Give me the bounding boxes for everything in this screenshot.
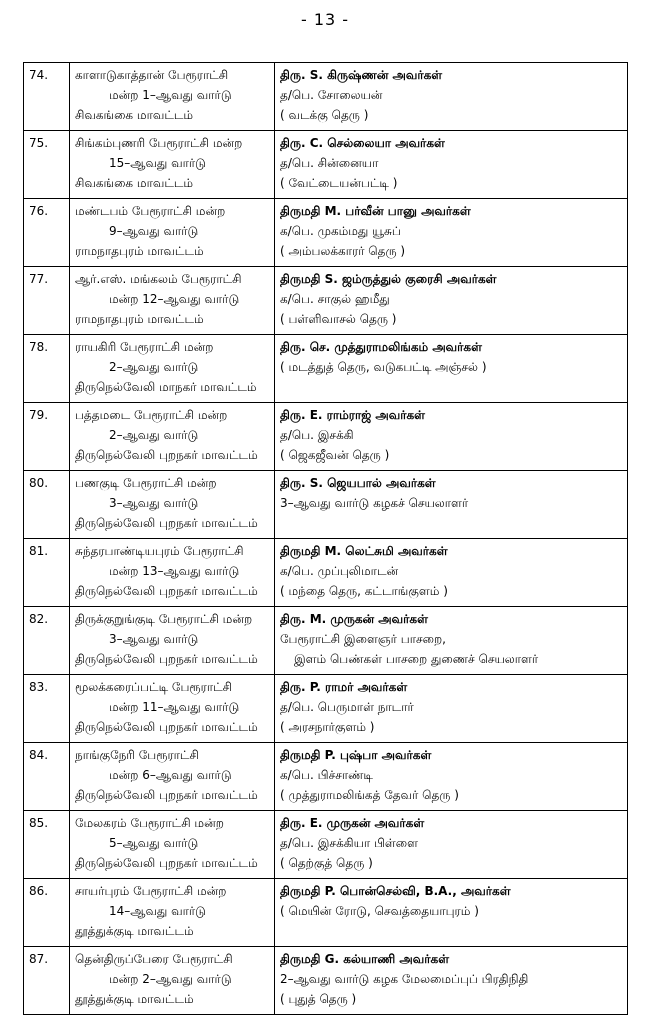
ward-location-cell bbox=[70, 335, 275, 403]
appointee-detail: த/பெ. சோலையன் bbox=[280, 88, 383, 102]
district: தூத்துக்குடி மாவட்டம் bbox=[75, 924, 194, 938]
appointee-cell bbox=[275, 879, 628, 947]
town-panchayat: சாயர்புரம் பேரூராட்சி மன்ற bbox=[75, 884, 227, 898]
appointee-cell bbox=[275, 471, 628, 539]
appointee-cell bbox=[275, 199, 628, 267]
town-panchayat: மண்டபம் பேரூராட்சி மன்ற bbox=[75, 204, 226, 218]
ward-location-cell bbox=[70, 403, 275, 471]
appointee-name: திரு. E. ராம்ராஜ் அவர்கள் bbox=[280, 408, 425, 422]
appointee-detail: ( அம்பலக்காரர் தெரு ) bbox=[280, 244, 406, 258]
ward-number: 15–ஆவது வார்டு bbox=[109, 156, 206, 170]
ward-number: 3–ஆவது வார்டு bbox=[109, 496, 199, 510]
serial-number: 81. bbox=[24, 539, 70, 607]
appointee-detail: த/பெ. இசக்கி bbox=[280, 428, 354, 442]
serial-number: 74. bbox=[24, 63, 70, 131]
appointee-detail: த/பெ. பெருமாள் நாடார் bbox=[280, 700, 414, 714]
serial-number: 85. bbox=[24, 811, 70, 879]
serial-number: 76. bbox=[24, 199, 70, 267]
ward-location-cell bbox=[70, 471, 275, 539]
serial-number: 86. bbox=[24, 879, 70, 947]
appointee-name: திரு. C. செல்லையா அவர்கள் bbox=[280, 136, 445, 150]
serial-number: 82. bbox=[24, 607, 70, 675]
appointments-table bbox=[23, 62, 628, 1015]
district: தூத்துக்குடி மாவட்டம் bbox=[75, 992, 194, 1006]
ward-number: மன்ற 12–ஆவது வார்டு bbox=[109, 292, 240, 306]
appointee-cell bbox=[275, 267, 628, 335]
district: சிவகங்கை மாவட்டம் bbox=[75, 108, 194, 122]
table-row bbox=[24, 335, 628, 403]
table-row bbox=[24, 811, 628, 879]
table-row bbox=[24, 471, 628, 539]
serial-number: 84. bbox=[24, 743, 70, 811]
appointee-name: திருமதி M. லெட்சுமி அவர்கள் bbox=[280, 544, 448, 558]
appointee-name: திருமதி P. புஷ்பா அவர்கள் bbox=[280, 748, 432, 762]
page-number: - 13 - bbox=[300, 10, 350, 29]
district: திருநெல்வேலி புறநகர் மாவட்டம் bbox=[75, 856, 258, 870]
ward-location-cell bbox=[70, 607, 275, 675]
table-row bbox=[24, 267, 628, 335]
appointee-cell bbox=[275, 947, 628, 1015]
table-row bbox=[24, 131, 628, 199]
ward-number: 2–ஆவது வார்டு bbox=[109, 428, 199, 442]
ward-number: 2–ஆவது வார்டு bbox=[109, 360, 199, 374]
district: திருநெல்வேலி புறநகர் மாவட்டம் bbox=[75, 788, 258, 802]
ward-number: 14–ஆவது வார்டு bbox=[109, 904, 206, 918]
appointee-detail: ( பள்ளிவாசல் தெரு ) bbox=[280, 312, 397, 326]
town-panchayat: மேலகரம் பேரூராட்சி மன்ற bbox=[75, 816, 224, 830]
appointee-cell bbox=[275, 743, 628, 811]
appointee-detail: ( ஜெகஜீவன் தெரு ) bbox=[280, 448, 390, 462]
appointee-detail: 3–ஆவது வார்டு கழகச் செயலாளர் bbox=[280, 496, 469, 510]
appointee-name: திருமதி S. ஜம்ருத்துல் குரைசி அவர்கள் bbox=[280, 272, 497, 286]
appointee-detail: ( அரசநார்குளம் ) bbox=[280, 720, 375, 734]
serial-number: 83. bbox=[24, 675, 70, 743]
ward-number: மன்ற 13–ஆவது வார்டு bbox=[109, 564, 240, 578]
appointee-detail: ( வடக்கு தெரு ) bbox=[280, 108, 369, 122]
district: திருநெல்வேலி புறநகர் மாவட்டம் bbox=[75, 516, 258, 530]
district: திருநெல்வேலி புறநகர் மாவட்டம் bbox=[75, 720, 258, 734]
town-panchayat: திருக்குறுங்குடி பேரூராட்சி மன்ற bbox=[75, 612, 253, 626]
table-row bbox=[24, 539, 628, 607]
appointee-detail: ( புதுத் தெரு ) bbox=[280, 992, 357, 1006]
ward-location-cell bbox=[70, 267, 275, 335]
district: திருநெல்வேலி புறநகர் மாவட்டம் bbox=[75, 652, 258, 666]
table-row bbox=[24, 947, 628, 1015]
appointee-cell bbox=[275, 811, 628, 879]
appointee-detail: க/பெ. முப்புலிமாடன் bbox=[280, 564, 399, 578]
appointee-name: திரு. P. ராமர் அவர்கள் bbox=[280, 680, 408, 694]
table-row bbox=[24, 743, 628, 811]
ward-location-cell bbox=[70, 539, 275, 607]
ward-location-cell bbox=[70, 199, 275, 267]
appointee-detail: க/பெ. சாகுல் ஹமீது bbox=[280, 292, 390, 306]
ward-location-cell bbox=[70, 879, 275, 947]
serial-number: 77. bbox=[24, 267, 70, 335]
table-row bbox=[24, 63, 628, 131]
serial-number: 87. bbox=[24, 947, 70, 1015]
table-row bbox=[24, 403, 628, 471]
appointee-detail: பேரூராட்சி இளைஞர் பாசறை, bbox=[280, 632, 446, 646]
district: திருநெல்வேலி மாநகர் மாவட்டம் bbox=[75, 380, 257, 394]
appointee-name: திருமதி P. பொன்செல்வி, B.A., அவர்கள் bbox=[280, 884, 511, 898]
appointee-cell bbox=[275, 335, 628, 403]
district: திருநெல்வேலி புறநகர் மாவட்டம் bbox=[75, 584, 258, 598]
appointee-name: திரு. S. ஜெயபால் அவர்கள் bbox=[280, 476, 436, 490]
table-row bbox=[24, 879, 628, 947]
appointee-cell bbox=[275, 607, 628, 675]
ward-number: மன்ற 1–ஆவது வார்டு bbox=[109, 88, 232, 102]
town-panchayat: ராயகிரி பேரூராட்சி மன்ற bbox=[75, 340, 214, 354]
district: ராமநாதபுரம் மாவட்டம் bbox=[75, 312, 204, 326]
appointee-detail: க/பெ. முகம்மது யூசுப் bbox=[280, 224, 401, 238]
ward-location-cell bbox=[70, 947, 275, 1015]
town-panchayat: சுந்தரபாண்டியபுரம் பேரூராட்சி bbox=[75, 544, 244, 558]
appointee-cell bbox=[275, 403, 628, 471]
appointee-name: திரு. M. முருகன் அவர்கள் bbox=[280, 612, 428, 626]
appointee-detail: த/பெ. இசக்கியா பிள்ளை bbox=[280, 836, 418, 850]
ward-number: 3–ஆவது வார்டு bbox=[109, 632, 199, 646]
town-panchayat: ஆர்.எஸ். மங்கலம் பேரூராட்சி bbox=[75, 272, 242, 286]
serial-number: 78. bbox=[24, 335, 70, 403]
town-panchayat: நாங்குநேரி பேரூராட்சி bbox=[75, 748, 199, 762]
appointee-name: திருமதி G. கல்யாணி அவர்கள் bbox=[280, 952, 450, 966]
appointee-cell bbox=[275, 131, 628, 199]
ward-location-cell bbox=[70, 811, 275, 879]
town-panchayat: பத்தமடை பேரூராட்சி மன்ற bbox=[75, 408, 228, 422]
appointee-detail: ( தெற்குத் தெரு ) bbox=[280, 856, 373, 870]
appointee-detail: ( வேட்டையன்பட்டி ) bbox=[280, 176, 398, 190]
district: சிவகங்கை மாவட்டம் bbox=[75, 176, 194, 190]
appointee-name: திரு. செ. முத்துராமலிங்கம் அவர்கள் bbox=[280, 340, 482, 354]
appointee-detail: இளம் பெண்கள் பாசறை துணைச் செயலாளர் bbox=[294, 652, 539, 666]
appointee-detail: க/பெ. பிச்சாண்டி bbox=[280, 768, 373, 782]
ward-location-cell bbox=[70, 675, 275, 743]
ward-location-cell bbox=[70, 131, 275, 199]
ward-number: 9–ஆவது வார்டு bbox=[109, 224, 199, 238]
ward-location-cell bbox=[70, 743, 275, 811]
district: திருநெல்வேலி புறநகர் மாவட்டம் bbox=[75, 448, 258, 462]
serial-number: 80. bbox=[24, 471, 70, 539]
table-row bbox=[24, 607, 628, 675]
appointee-cell bbox=[275, 539, 628, 607]
town-panchayat: மூலக்கரைப்பட்டி பேரூராட்சி bbox=[75, 680, 233, 694]
table-row bbox=[24, 199, 628, 267]
appointee-detail: ( மெயின் ரோடு, செவத்தையாபுரம் ) bbox=[280, 904, 479, 918]
ward-number: மன்ற 6–ஆவது வார்டு bbox=[109, 768, 232, 782]
serial-number: 79. bbox=[24, 403, 70, 471]
appointee-cell bbox=[275, 63, 628, 131]
appointee-detail: ( மந்தை தெரு, கட்டாங்குளம் ) bbox=[280, 584, 448, 598]
appointee-detail: ( மடத்துத் தெரு, வடுகபட்டி அஞ்சல் ) bbox=[280, 360, 487, 374]
appointee-name: திரு. E. முருகன் அவர்கள் bbox=[280, 816, 425, 830]
appointee-detail: ( முத்துராமலிங்கத் தேவர் தெரு ) bbox=[280, 788, 459, 802]
town-panchayat: பணகுடி பேரூராட்சி மன்ற bbox=[75, 476, 217, 490]
appointee-detail: 2–ஆவது வார்டு கழக மேலமைப்புப் பிரதிநிதி bbox=[280, 972, 529, 986]
appointee-name: திரு. S. கிருஷ்ணன் அவர்கள் bbox=[280, 68, 443, 82]
ward-number: மன்ற 11–ஆவது வார்டு bbox=[109, 700, 240, 714]
town-panchayat: காளாடுகாத்தான் பேரூராட்சி bbox=[75, 68, 229, 82]
town-panchayat: தென்திருப்பேரை பேரூராட்சி bbox=[75, 952, 233, 966]
serial-number: 75. bbox=[24, 131, 70, 199]
town-panchayat: சிங்கம்புணரி பேரூராட்சி மன்ற bbox=[75, 136, 243, 150]
ward-number: 5–ஆவது வார்டு bbox=[109, 836, 199, 850]
ward-location-cell bbox=[70, 63, 275, 131]
appointee-detail: த/பெ. சின்னையா bbox=[280, 156, 379, 170]
appointee-cell bbox=[275, 675, 628, 743]
ward-number: மன்ற 2–ஆவது வார்டு bbox=[109, 972, 232, 986]
district: ராமநாதபுரம் மாவட்டம் bbox=[75, 244, 204, 258]
appointee-name: திருமதி M. பர்வீன் பானு அவர்கள் bbox=[280, 204, 471, 218]
table-row bbox=[24, 675, 628, 743]
